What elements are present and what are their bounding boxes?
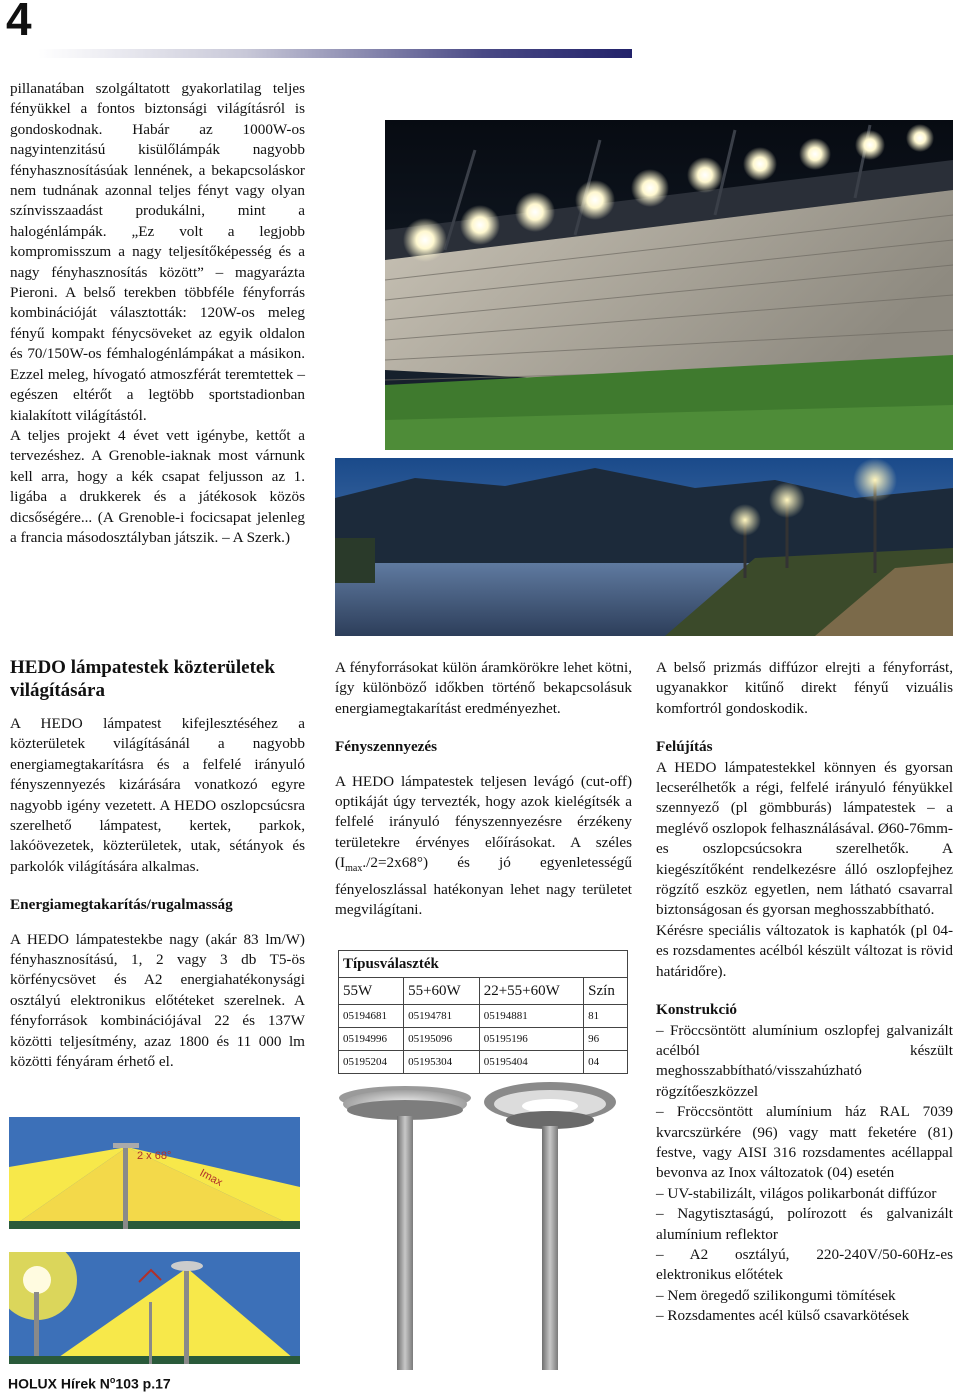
table-header: Szín xyxy=(584,978,628,1005)
lamp-illustration xyxy=(335,1080,632,1370)
construction-heading: Konstrukció xyxy=(656,1001,738,1019)
construction-item: – Fröccsöntött alumínium oszlopfej galvanizált acélból készült meghosszabbítható/visszahúzható rögzítőeszközzel xyxy=(656,1021,953,1100)
park-illustration xyxy=(335,458,953,636)
table-cell: 05195196 xyxy=(479,1028,583,1051)
construction-item: – Nem öregedő szilikongumi tömítések xyxy=(656,1286,896,1304)
hedo-title: HEDO lámpatestek közterületek világítására xyxy=(10,657,275,701)
table-cell: 05194781 xyxy=(404,1005,480,1028)
renovation-heading: Felújítás xyxy=(656,738,713,756)
renovation-text: A HEDO lámpatestekkel könnyen és gyorsan lecserélhetők a régi, felfelé irányuló fényükkel szennyező (pl gömbburás) lámpatestek – a meglévő oszlopok felhasználásával. Ø60-76mm-es oszlopcsúcsokra szerelhetők. A kiegészítőként rendelkezésre álló oszlopfejhez rögzítő eszköz egyetlen, nem látható csavarral biztonságosan és gyorsan meghosszabbítható. xyxy=(656,758,953,919)
angle-label: 2 x 68° xyxy=(137,1150,172,1162)
light-distribution-diagram xyxy=(9,1117,300,1229)
footer-issue: 103 p.17 xyxy=(115,1375,171,1392)
lamp-product-photos xyxy=(335,1080,632,1370)
diffuser-text: A belső prizmás diffúzor elrejti a fényforrást, ugyanakkor kitűnő direkt fényű vizuális komfortról gondoskodik. xyxy=(656,659,953,717)
stadium-photo xyxy=(385,120,953,450)
pollution-text xyxy=(335,772,632,921)
construction-item: – UV-stabilizált, világos polikarbonát diffúzor xyxy=(656,1184,937,1202)
page-number: 4 xyxy=(6,0,32,45)
table-header: 22+55+60W xyxy=(479,978,583,1005)
article-paragraph: pillanatában szolgáltatott gyakorlatilag teljes fényükkel a fontos biztonsági világításról is gondoskodnak. Habár az 1000W-os nagyintenzitású kisülőlámpák nagyobb fényhasznosításúak lennének, a bekapcsoláskor nem tudnának azonnal teljes fényt vagy olyan színvisszaadást produkálni, mint a halogénlámpák. „Ez volt a legjobb kompromisszum a nagy teljesítőképesség és a nagy fényhasznosítás között” – magyarázta Pieroni. A belső terekben többféle fényforrás kombinációját választották: 120W-os meleg fényű kompakt fénycsöveket az egyik oldalon és 70/150W-os fémhalogénlámpákat a másikon. Ezzel meleg, hívogató atmoszférát teremtettek – egészen eltérőt a legtöbb sportstadionban kialakított világítástól. xyxy=(10,80,305,424)
park-lighting-photo xyxy=(335,458,953,636)
stadium-illustration xyxy=(385,120,953,450)
table-cell: 05195204 xyxy=(339,1051,404,1074)
table-cell: 96 xyxy=(584,1028,628,1051)
table-cell: 04 xyxy=(584,1051,628,1074)
table-cell: 05195404 xyxy=(479,1051,583,1074)
article-paragraph: A teljes projekt 4 évet vett igénybe, kettőt a tervezéshez. A Grenoble-iaknak most várnunk kell arra, hogy a kék csapat feljusson az 1. ligába a drukkerek és a játékosok közös dicsőségére... (A Grenoble-i focicsapat jelenleg a francia másodosztályban játszik. – A Szerk.) xyxy=(10,426,305,546)
imax-subscript: max xyxy=(345,863,363,875)
distribution-diagram-2 xyxy=(9,1252,300,1364)
type-table xyxy=(338,950,628,1074)
table-header: 55W xyxy=(339,978,404,1005)
table-cell: 05194681 xyxy=(339,1005,404,1028)
pollution-text-a: A HEDO lámpatestek teljesen levágó (cut-off) optikáját úgy tervezték, hogy azok kielégítsék a felfelé irányuló fényszennyezésre érzékeny területekre érvényes előírásokat. A széles (I xyxy=(335,772,632,872)
pollution-heading: Fényszennyezés xyxy=(335,738,438,756)
construction-item: – A2 osztályú, 220-240V/50-60Hz-es elektronikus előtétek xyxy=(656,1245,953,1284)
pollution-text-b: ./2=2x68°) és jó egyenletességű fényeloszlással hatékonyan lehet nagy területet megvilágítani. xyxy=(335,854,632,919)
construction-item: – Fröccsöntött alumínium ház RAL 7039 kvarcszürkére (96) vagy matt feketére (81) festve, vagy AISI 316 rozsdamentes acéllappal bevonva az Inox változatok (04) esetén xyxy=(656,1103,953,1182)
construction-item: – Nagytisztaságú, polírozott és galvanizált alumínium reflektor xyxy=(656,1205,953,1243)
table-cell: 05194881 xyxy=(479,1005,583,1028)
table-header: 55+60W xyxy=(404,978,480,1005)
header-bar xyxy=(38,49,632,58)
table-title: Típusválaszték xyxy=(339,951,628,978)
distribution-diagram-1 xyxy=(9,1117,300,1229)
article-continuation xyxy=(10,79,305,548)
table-cell: 81 xyxy=(584,1005,628,1028)
table-cell: 05194996 xyxy=(339,1028,404,1051)
energy-heading: Energiamegtakarítás/rugalmasság xyxy=(10,896,233,914)
circuits-text: A fényforrásokat külön áramkörökre lehet kötni, így különböző időkben történő bekapcsolásuk energiamegtakarítást eredményezhet. xyxy=(335,659,632,717)
footer-brand: HOLUX Hírek N xyxy=(8,1375,110,1392)
energy-text: A HEDO lámpatestekbe nagy (akár 83 lm/W) fényhasznosítású, 1, 2 vagy 3 db T5-ös körfénycsövet és A2 energiahatékonysági osztályú elektronikus előtéteket szerelnek. A fényforrások kombinációjával 22 és 137W közötti teljesítmény, azaz 1800 és 11 000 lm közötti fényáram érhető el. xyxy=(10,930,305,1071)
table-cell: 05195304 xyxy=(404,1051,480,1074)
hedo-article-col1 xyxy=(10,656,305,1073)
hedo-intro: A HEDO lámpatest kifejlesztéséhez a közterületek világításánál a nagyobb energiamegtakarításra és a felfelé irányuló fényszennyezés kizárására vonatkozó egyre nagyobb igény vezetett. A HEDO oszlopcsúcsra szerelhető lámpatest, kertek, parkok, lakóövezetek, közterületek, utak, sétányok és parkolók világítására alkalmas. xyxy=(10,715,305,875)
hedo-article-col2 xyxy=(335,658,632,921)
construction-item: – Rozsdamentes acél külső csavarkötések xyxy=(656,1307,910,1325)
footer-sup: o xyxy=(109,1375,116,1385)
imax-label: Imax xyxy=(197,1167,225,1189)
footer xyxy=(8,1375,171,1392)
hedo-article-col3 xyxy=(656,658,953,1327)
comparison-diagram xyxy=(9,1252,300,1364)
table-cell: 05195096 xyxy=(404,1028,480,1051)
special-versions-text: Kérésre speciális változatok is kaphatók (pl 04-es rozsdamentes acélból készült változat is rövid határidőre). xyxy=(656,921,953,980)
